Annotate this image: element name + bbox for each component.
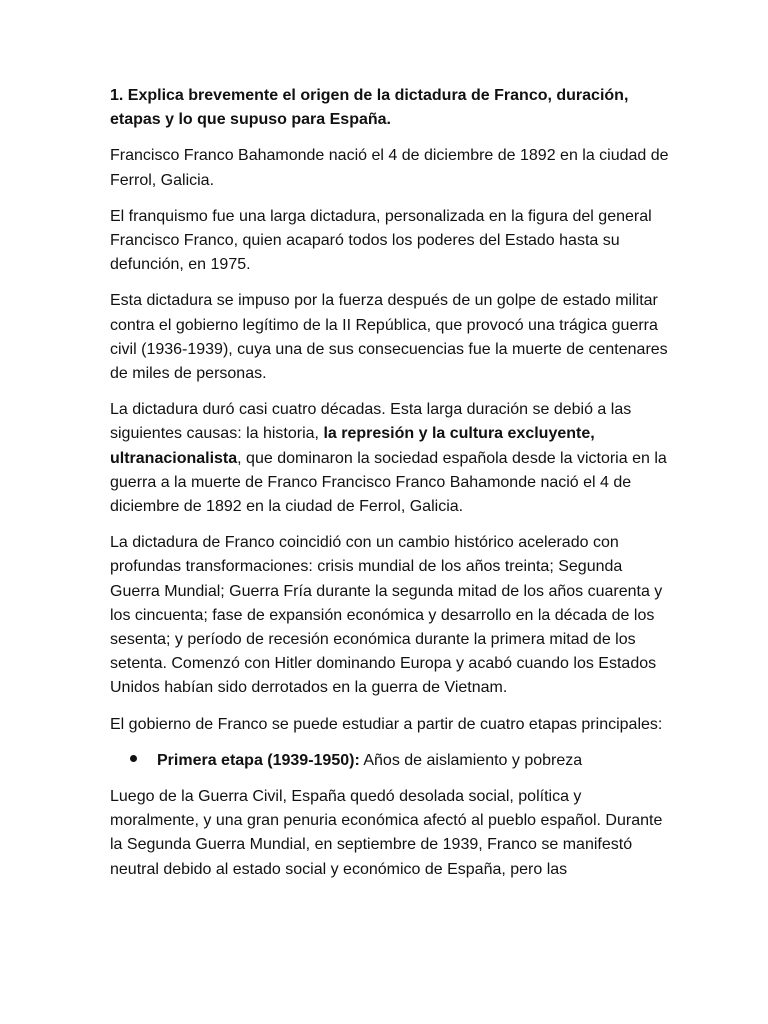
paragraph-stages-intro: El gobierno de Franco se puede estudiar a partir de cuatro etapas principales: (110, 715, 663, 733)
paragraph-context: La dictadura de Franco coincidió con un cambio histórico acelerado con profundas transformaciones: crisis mundial de los años treinta; Segunda Guerra Mundial; Guerra Fría durante la segunda mitad de los años cuarenta y los cincuenta; fase de expansión económica y desarrollo en la década de los sesenta; y período de recesión económica durante la primera mitad de los setenta. Comenzó con Hitler dominando Europa y acabó cuando los Estados Unidos habían sido derrotados en la guerra de Vietnam. (110, 534, 663, 697)
paragraph-birth: Francisco Franco Bahamonde nació el 4 de diciembre de 1892 en la ciudad de Ferrol, Galicia. (110, 147, 669, 189)
paragraph-franquismo: El franquismo fue una larga dictadura, personalizada en la figura del general Francisco Franco, quien acaparó todos los poderes del Estado hasta su defunción, en 1975. (110, 207, 652, 274)
paragraph-first-stage: Luego de la Guerra Civil, España quedó desolada social, política y moralmente, y una gran penuria económica afectó al pueblo español. Durante la Segunda Guerra Mundial, en septiembre de 1939, Franco se manifestó neutral debido al estado social y económico de España, pero las (110, 788, 663, 878)
paragraph-duration (110, 398, 670, 519)
paragraph-duration-end: , que dominaron la sociedad española desde la victoria en la guerra a la muerte de Franco Francisco Franco Bahamonde nació el 4 de diciembre de 1892 en la ciudad de Ferrol, Galicia. (110, 449, 667, 516)
bullet-text (157, 749, 582, 773)
bullet-icon (130, 755, 137, 762)
paragraph-duration-bold: la represión y la cultura excluyente, ultranacionalista (110, 425, 595, 467)
bullet-text-bold: Primera etapa (1939-1950): (157, 751, 360, 769)
paragraph-origin: Esta dictadura se impuso por la fuerza después de un golpe de estado militar contra el gobierno legítimo de la II República, que provocó una trágica guerra civil (1936-1939), cuya una de sus consecuencias fue la muerte de centenares de miles de personas. (110, 292, 668, 383)
question-heading: 1. Explica brevemente el origen de la dictadura de Franco, duración, etapas y lo que supuso para España. (110, 87, 629, 129)
paragraph-duration-start: La dictadura duró casi cuatro décadas. Esta larga duración se debió a las siguientes causas: la historia, (110, 401, 632, 443)
bullet-item-first-stage (110, 749, 670, 773)
document-page (110, 84, 670, 894)
bullet-text-rest: Años de aislamiento y pobreza (359, 751, 583, 769)
